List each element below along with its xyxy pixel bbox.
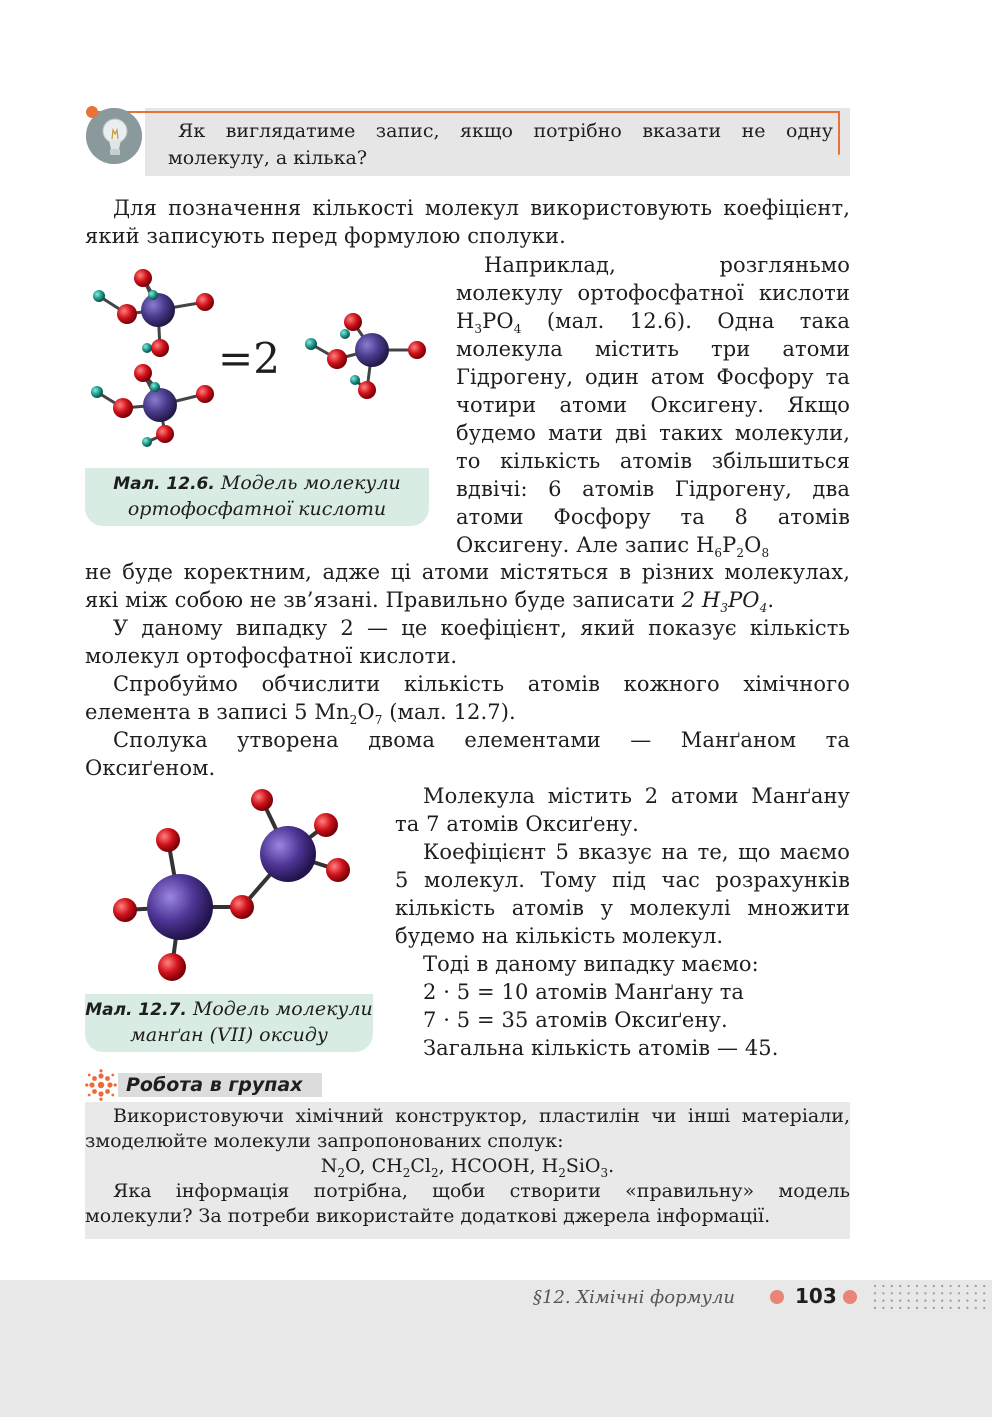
question-accent-line [92,111,840,113]
decorative-dot-grid [872,1283,990,1311]
formula-text: . [608,1155,615,1177]
grid-dot [899,1285,901,1287]
grid-dot [958,1285,960,1287]
grid-dot [916,1307,918,1309]
group-work-box [85,1102,850,1239]
grid-dot [950,1292,952,1294]
coefficient-paragraph: У даному випадку 2 — це коефіцієнт, який показує кількість молекул ортофосфатної кислоти. [85,616,850,668]
molecule-para-3: Тоді в даному випадку маємо: [423,952,759,976]
page-dot-left [770,1290,784,1304]
formula-text: , HCOOH, H [438,1155,559,1177]
grid-dot [975,1300,977,1302]
grid-dot [908,1300,910,1302]
molecule-h3po4-1 [93,269,214,357]
grid-dot [882,1292,884,1294]
grid-dot [891,1307,893,1309]
grid-dot [916,1300,918,1302]
compound-paragraph: Сполука утворена двома елементами — Манґаном та Оксиґеном. [85,728,850,780]
grid-dot [950,1285,952,1287]
group-work-title: Робота в групах [126,1074,303,1096]
grid-dot [975,1285,977,1287]
formula-text: O, CH [345,1155,403,1177]
grid-dot [924,1292,926,1294]
molecule-calc-o: 7 · 5 = 35 атомів Оксиґену. [423,1008,728,1032]
grid-dot [916,1285,918,1287]
grid-dot [941,1300,943,1302]
grid-dot [966,1285,968,1287]
grid-dot [882,1300,884,1302]
example-paragraph-tail: не буде коректним, адже ці атоми містяться в різних молекулах, які між собою не зв’язані. Правильно буде записати 2 $H_3PO_4$. [85,560,850,615]
grid-dot [891,1285,893,1287]
grid-dot [899,1307,901,1309]
grid-dot [908,1292,910,1294]
molecule-para-1: Молекула містить 2 атоми Манґану та 7 атомів Оксиґену. [395,784,850,836]
question-text: Як виглядатиме запис, якщо потрібно вказати не одну молекулу, а кілька? [168,120,833,169]
grid-dot [983,1285,985,1287]
grid-dot [882,1285,884,1287]
formula-subscript: 2 [558,1166,566,1180]
grid-dot [908,1285,910,1287]
grid-dot [933,1300,935,1302]
caption-12-6 [85,468,429,526]
molecule-h3po4-2 [91,364,214,447]
grid-dot [924,1285,926,1287]
formula-subscript: 2 [402,1166,411,1180]
group-dots-icon [85,1069,117,1101]
grid-dot [941,1307,943,1309]
grid-dot [983,1307,985,1309]
grid-dot [874,1285,876,1287]
grid-dot [899,1292,901,1294]
group-work-formulas [85,1154,850,1179]
grid-dot [975,1307,977,1309]
grid-dot [924,1300,926,1302]
grid-dot [874,1292,876,1294]
grid-dot [924,1307,926,1309]
grid-dot [874,1300,876,1302]
formula-subscript: 2 [430,1166,439,1180]
caption-12-7-text: Модель молекули манґан (VII) оксиду [130,998,373,1046]
grid-dot [874,1307,876,1309]
molecule-calc-mn: 2 · 5 = 10 атомів Манґану та [423,980,745,1004]
caption-12-7-label: Мал. 12.7. [85,1000,187,1020]
mn2o7-model [100,782,365,987]
grid-dot [983,1292,985,1294]
grid-dot [941,1285,943,1287]
grid-dot [958,1292,960,1294]
grid-dot [933,1307,935,1309]
grid-dot [899,1300,901,1302]
grid-dot [882,1307,884,1309]
try-paragraph: Спробуймо обчислити кількість атомів кожного хімічного елемента в записі 5 $Mn_2O_7$ (мал. 12.7). [85,672,850,727]
grid-dot [966,1307,968,1309]
formula-text: N [320,1155,338,1177]
grid-dot [941,1292,943,1294]
grid-dot [916,1292,918,1294]
grid-dot [983,1300,985,1302]
grid-dot [908,1307,910,1309]
molecule-para-2: Коефіцієнт 5 вказує на те, що маємо 5 молекул. Тому під час розрахунків кількість атомів у молекулі множити будемо на кількість молекул. [395,840,850,948]
page-dot-right [843,1290,857,1304]
intro-paragraph: Для позначення кількості молекул використовують коефіцієнт, який записують перед формулою сполуки. [85,196,850,248]
grid-dot [891,1292,893,1294]
page-number: 103 [795,1284,837,1308]
grid-dot [950,1300,952,1302]
grid-dot [891,1300,893,1302]
caption-12-6-label: Мал. 12.6. [113,474,215,494]
molecule-paragraphs [395,782,850,1062]
grid-dot [975,1292,977,1294]
grid-dot [958,1300,960,1302]
grid-dot [933,1285,935,1287]
question-accent-dot [86,106,98,118]
question-accent-line-end [838,111,840,155]
molecule-total: Загальна кількість атомів — 45. [423,1036,779,1060]
caption-12-7 [85,994,373,1052]
formula-subscript: 3 [600,1166,609,1180]
figure-12-7-image [100,782,365,987]
molecule-h3po4-3 [305,313,426,399]
grid-dot [966,1292,968,1294]
group-work-question: Яка інформація потрібна, щоби створити «правильну» модель молекули? За потреби використайте додаткові джерела інформації. [85,1180,850,1227]
formula-text: SiO [565,1155,601,1177]
footer-section-title: §12. Хімічні формули [533,1287,735,1308]
equals-coefficient: =2 [218,334,280,383]
grid-dot [966,1300,968,1302]
group-work-task: Використовуючи хімічний конструктор, пластилін чи інші матеріали, змоделюйте молекули запропонованих сполук: [85,1105,850,1152]
grid-dot [958,1307,960,1309]
example-paragraph: Наприклад, розгляньмо молекулу ортофосфатної кислоти $H_3PO_4$ (мал. 12.6). Одна така молекула містить три атоми Гідрогену, один атом Фосфору та чотири атоми Оксигену. Якщо будемо мати дві таких молекули, то кількість атомів збільшиться вдвічі: 6 атомів Гідрогену, два атоми Фосфору та 8 атомів Оксигену. Але запис $H_6P_2O_8$ [456,253,850,560]
caption-12-6-text: Модель молекули ортофосфатної кислоти [127,472,401,520]
grid-dot [950,1307,952,1309]
formula-text: Cl [410,1155,431,1177]
grid-dot [933,1292,935,1294]
example-paragraph-wrong-end [85,531,850,559]
formula-subscript: 2 [337,1166,346,1180]
